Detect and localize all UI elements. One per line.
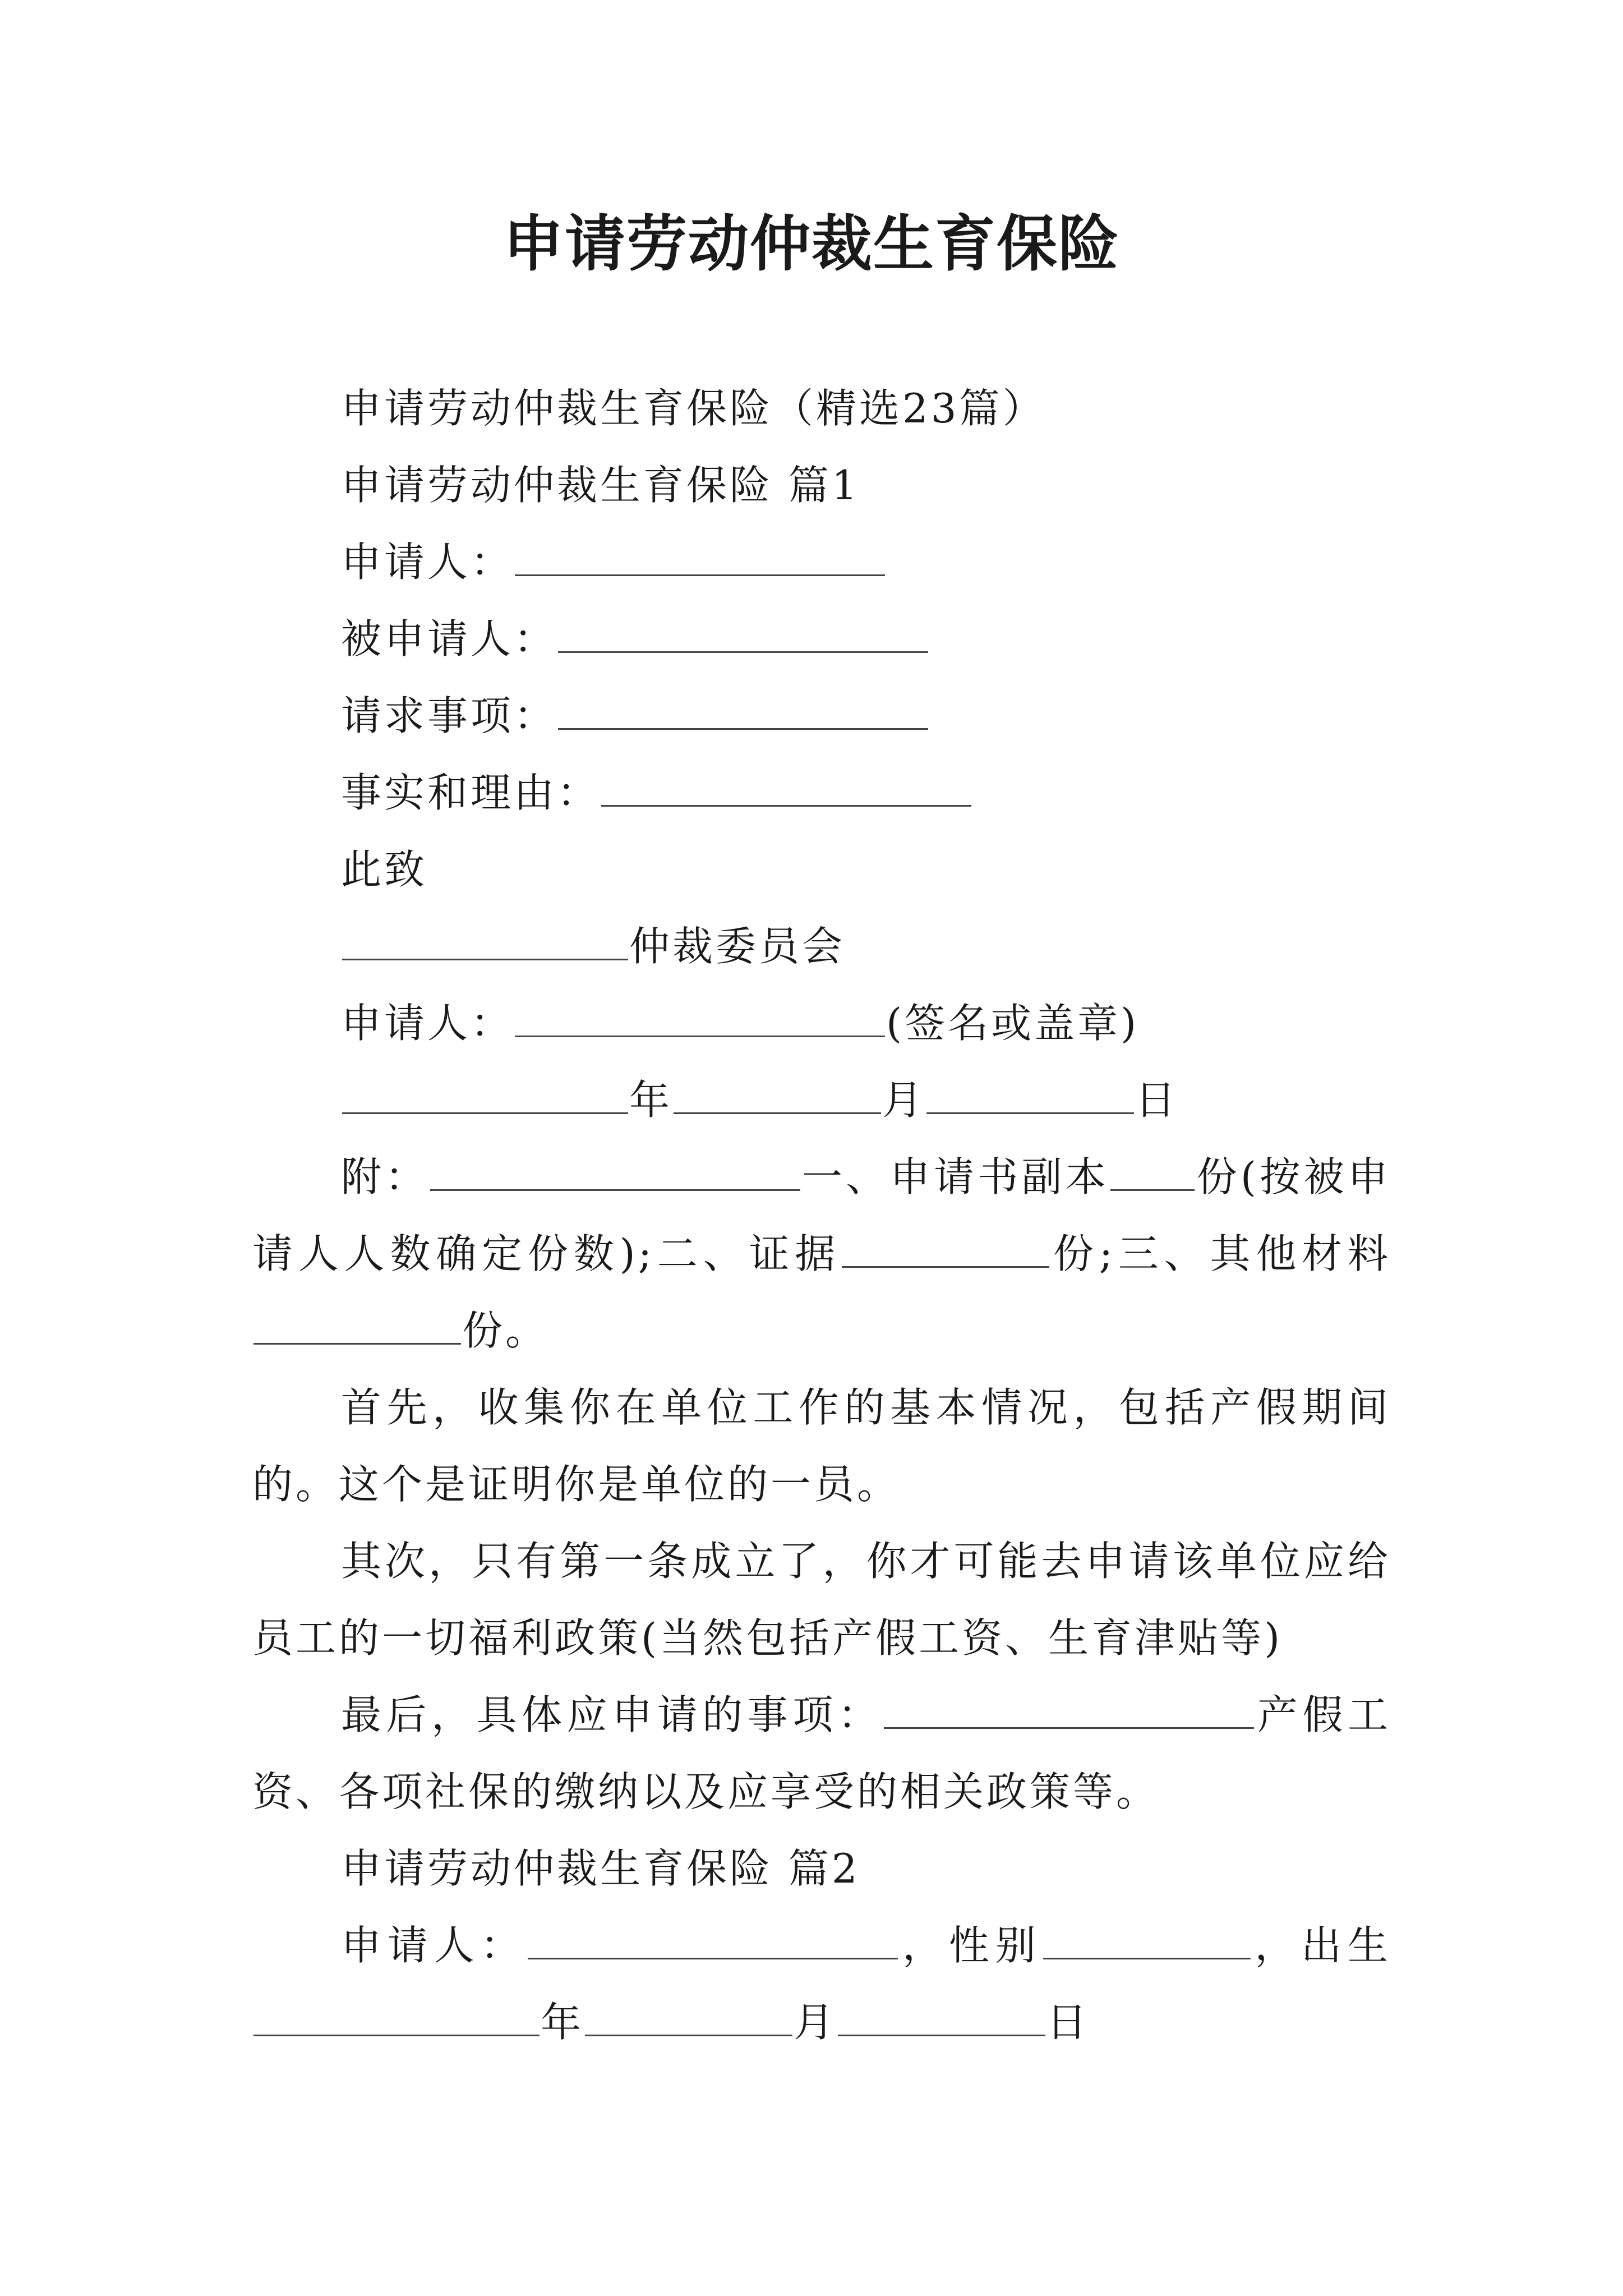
birth-day-blank xyxy=(838,2002,1045,2036)
request-label: 请求事项： xyxy=(341,692,557,739)
section2-year-label: 年 xyxy=(541,1999,584,2046)
month-blank xyxy=(674,1080,881,1114)
facts-blank xyxy=(601,772,971,807)
evidence-blank xyxy=(842,1234,1049,1268)
respondent-line xyxy=(252,601,1391,678)
applicant-line xyxy=(252,524,1391,601)
paragraph-last-prefix: 最后，具体应申请的事项： xyxy=(341,1691,883,1738)
document-body xyxy=(252,370,1391,2061)
paragraph-last xyxy=(252,1677,1391,1830)
day-blank xyxy=(926,1080,1134,1114)
year-label: 年 xyxy=(629,1076,673,1124)
birth-year-blank xyxy=(253,2002,540,2036)
committee-blank xyxy=(342,926,628,960)
attach-part4: 份。 xyxy=(462,1307,549,1354)
gender-label: ，性别 xyxy=(899,1922,1042,1969)
section-heading-2: 申请劳动仲裁生育保险 篇2 xyxy=(341,1845,860,1892)
month-label: 月 xyxy=(882,1076,926,1124)
facts-line xyxy=(252,754,1391,831)
attach-part2: 份(按被申请人人数确定份数);二、证据 xyxy=(252,1153,1391,1277)
attach-label: 附： xyxy=(341,1153,429,1200)
other-blank xyxy=(253,1310,461,1345)
attach-part3: 份;三、其他材料 xyxy=(1050,1230,1391,1277)
birth-month-blank xyxy=(585,2002,792,2036)
document-subtitle: 申请劳动仲裁生育保险（精选23篇） xyxy=(341,385,1046,432)
date-line xyxy=(252,1062,1391,1139)
signature-note: (签名或盖章) xyxy=(886,1000,1140,1047)
signature-label: 申请人： xyxy=(341,1000,514,1047)
document-title: 申请劳动仲裁生育保险 xyxy=(502,209,1120,279)
respondent-label: 被申请人： xyxy=(341,615,557,662)
section2-applicant-paragraph xyxy=(252,1907,1391,2061)
matters-blank xyxy=(884,1695,1254,1729)
applicant-label: 申请人： xyxy=(341,539,514,586)
request-line xyxy=(252,678,1391,754)
section-heading-1: 申请劳动仲裁生育保险 篇1 xyxy=(341,462,860,509)
respondent-blank xyxy=(558,619,928,653)
attachment-paragraph xyxy=(252,1139,1391,1369)
facts-label: 事实和理由： xyxy=(341,769,601,816)
section2-day-label: 日 xyxy=(1046,1999,1090,2046)
section2-month-label: 月 xyxy=(794,1999,837,2046)
attach-blank xyxy=(430,1157,800,1191)
section2-applicant-label: 申请人： xyxy=(341,1922,527,1969)
year-blank xyxy=(342,1080,628,1114)
copies-blank xyxy=(1110,1157,1195,1191)
paragraph-second: 其次，只有第一条成立了，你才可能去申请该单位应给员工的一切福利政策(当然包括产假工资、生育津贴等) xyxy=(252,1538,1391,1662)
paragraph-last-suffix: 产假工资、各项社保的缴纳以及应享受的相关政策等。 xyxy=(252,1691,1391,1815)
attach-part1: 一、申请书副本 xyxy=(801,1153,1110,1200)
request-blank xyxy=(558,696,928,730)
day-label: 日 xyxy=(1135,1076,1179,1124)
committee-suffix: 仲裁委员会 xyxy=(629,923,846,970)
applicant-blank xyxy=(515,542,885,576)
section2-applicant-blank xyxy=(528,1925,898,1959)
birth-label: ，出生 xyxy=(1251,1922,1391,1969)
committee-line xyxy=(252,908,1391,985)
salutation: 此致 xyxy=(341,846,428,893)
signature-blank xyxy=(515,1003,885,1037)
signature-line xyxy=(252,985,1391,1062)
paragraph-first: 首先，收集你在单位工作的基本情况，包括产假期间的。这个是证明你是单位的一员。 xyxy=(252,1384,1391,1508)
gender-blank xyxy=(1043,1925,1251,1959)
